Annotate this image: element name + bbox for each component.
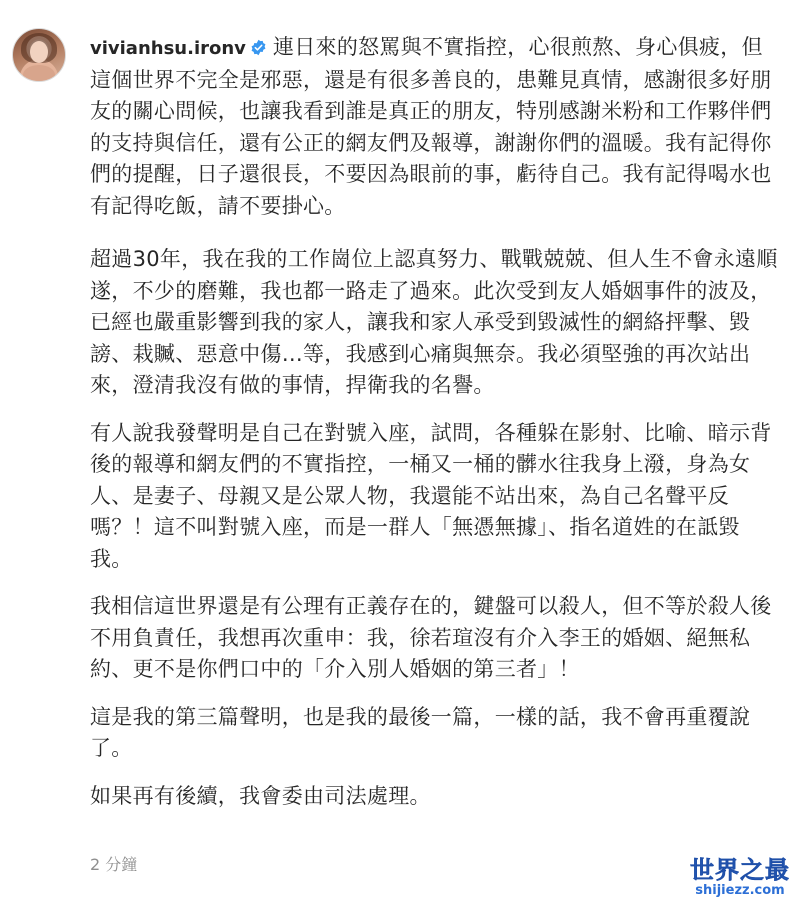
avatar-face [30,41,48,63]
caption-paragraph-3: 有人說我發聲明是自己在對號入座，試問，各種躲在影射、比喻、暗示背後的報導和網友們的不實指控，一桶又一桶的髒水往我身上潑，身為女人、是妻子、母親又是公眾人物，我還能不站出來，為自己名聲平反嗎？！這不叫對號入座，而是一群人「無憑無據」、指名道姓的在詆毀我。 [90,420,772,571]
caption-paragraph-5: 這是我的第三篇聲明，也是我的最後一篇，一樣的話，我不會再重覆說了。 [90,704,751,760]
watermark-site: shijiezz.com [695,883,785,898]
avatar[interactable] [12,28,66,82]
verified-badge-icon [250,34,267,51]
watermark-title: 世界之最 [690,856,790,884]
caption-paragraph-6: 如果再有後續，我會委由司法處理。 [90,783,431,808]
caption-paragraph-1 [90,32,780,222]
username-link[interactable]: vivianhsu.ironv [90,38,246,59]
post-timestamp[interactable]: 2 分鐘 [90,855,138,874]
avatar-body [23,65,55,82]
caption-paragraph-4: 我相信這世界還是有公理有正義存在的，鍵盤可以殺人，但不等於殺人後不用負責任，我想再次重申：我，徐若瑄沒有介入李王的婚姻、絕無私約、更不是你們口中的「介入別人婚姻的第三者」！ [90,594,772,681]
caption-text-1: 連日來的怒罵與不實指控，心很煎熬、身心俱疲，但這個世界不完全是邪惡，還是有很多善良的，患難見真情，感謝很多好朋友的關心問候，也讓我看到誰是真正的朋友，特別感謝米粉和工作夥伴們的支持與信任，還有公正的網友們及報導，謝謝你們的溫暖。我有記得你們的提醒，日子還很長，不要因為眼前的事，虧待自己。我有記得喝水也有記得吃飯，請不要掛心。 [90,35,772,218]
post-caption [90,32,780,828]
caption-paragraph-2: 超過30年，我在我的工作崗位上認真努力、戰戰兢兢、但人生不會永遠順遂，不少的磨難，我也都一路走了過來。此次受到友人婚姻事件的波及，已經也嚴重影響到我的家人，讓我和家人承受到毀滅性的網絡抨擊、毀謗、栽贓、惡意中傷…等，我感到心痛與無奈。我必須堅強的再次站出來，澄清我沒有做的事情，捍衛我的名譽。 [90,247,778,397]
site-watermark [690,858,790,897]
